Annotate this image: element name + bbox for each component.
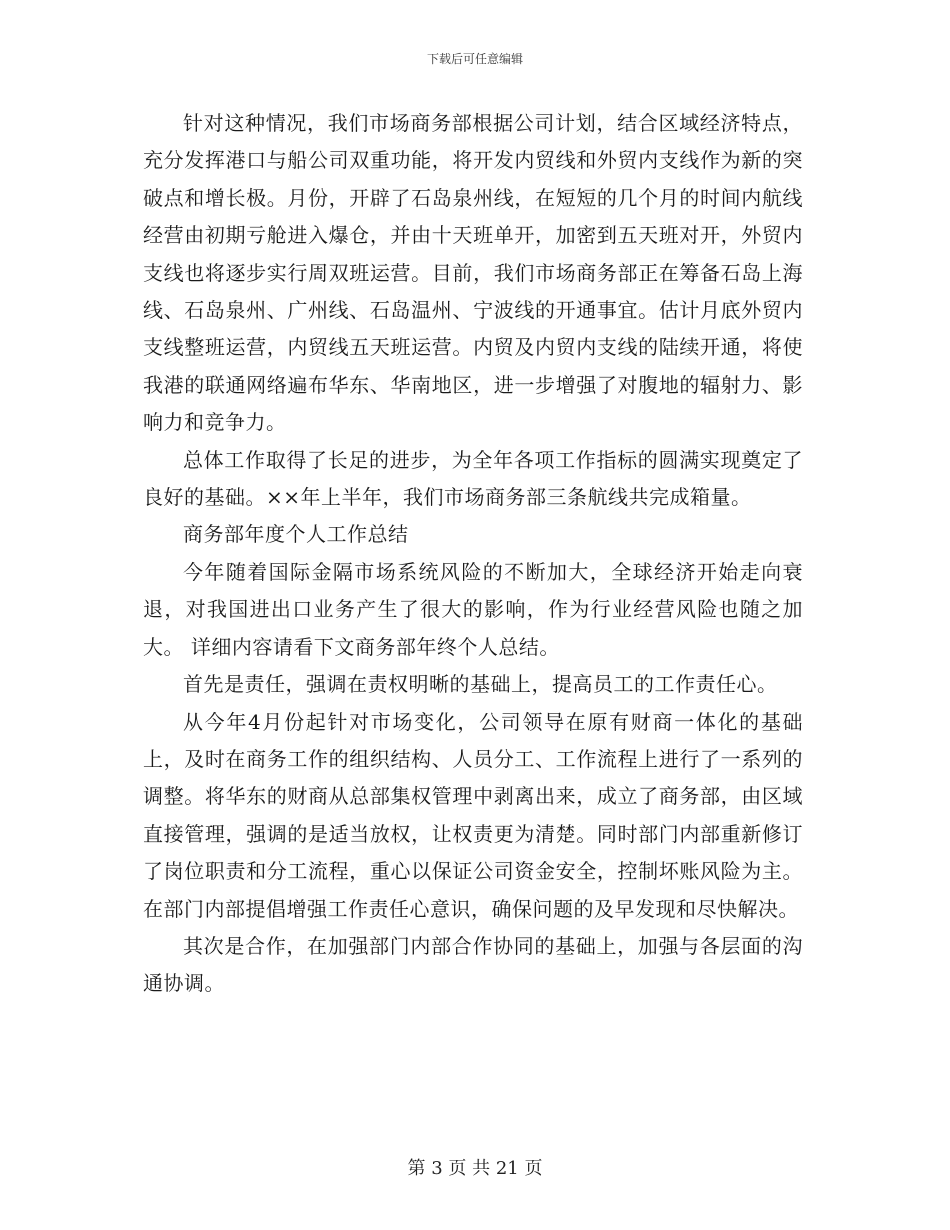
section-title: 商务部年度个人工作总结	[183, 522, 409, 547]
page-number: 第 3 页 共 21 页	[407, 1158, 543, 1179]
document-body	[143, 105, 803, 1003]
paragraph-restructuring: 从今年4月份起针对市场变化，公司领导在原有财商一体化的基础上，及时在商务工作的组织结构、人员分工、工作流程上进行了一系列的调整。将华东的财商从总部集权管理中剥离出来，成立了商务部，由区域直接管理，强调的是适当放权，让权责更为清楚。同时部门内部重新修订了岗位职责和分工流程，重心以保证公司资金安全，控制坏账风险为主。在部门内部提倡增强工作责任心意识，确保问题的及早发现和尽快解决。	[143, 709, 803, 921]
paragraph-overall-progress: 总体工作取得了长足的进步，为全年各项工作指标的圆满实现奠定了良好的基础。××年上半年，我们市场商务部三条航线共完成箱量。	[143, 447, 803, 510]
paragraph-responsibility: 首先是责任，强调在责权明晰的基础上，提高员工的工作责任心。	[183, 672, 778, 697]
page-header: 下载后可任意编辑	[426, 52, 523, 66]
paragraph-route-development: 针对这种情况，我们市场商务部根据公司计划，结合区域经济特点，充分发挥港口与船公司双重功能，将开发内贸线和外贸内支线作为新的突破点和增长极。月份，开辟了石岛泉州线，在短短的几个月的时间内航线经营由初期亏舱进入爆仓，并由十天班单开，加密到五天班对开，外贸内支线也将逐步实行周双班运营。目前，我们市场商务部正在筹备石岛上海线、石岛泉州、广州线、石岛温州、宁波线的开通事宜。估计月底外贸内支线整班运营，内贸线五天班运营。内贸及内贸内支线的陆续开通，将使我港的联通网络遍布华东、华南地区，进一步增强了对腹地的辐射力、影响力和竞争力。	[143, 111, 803, 435]
paragraph-market-risk: 今年随着国际金隔市场系统风险的不断加大，全球经济开始走向衰退，对我国进出口业务产生了很大的影响，作为行业经营风险也随之加大。 详细内容请看下文商务部年终个人总结。	[143, 559, 803, 659]
paragraph-cooperation: 其次是合作，在加强部门内部合作协同的基础上，加强与各层面的沟通协调。	[143, 933, 803, 996]
